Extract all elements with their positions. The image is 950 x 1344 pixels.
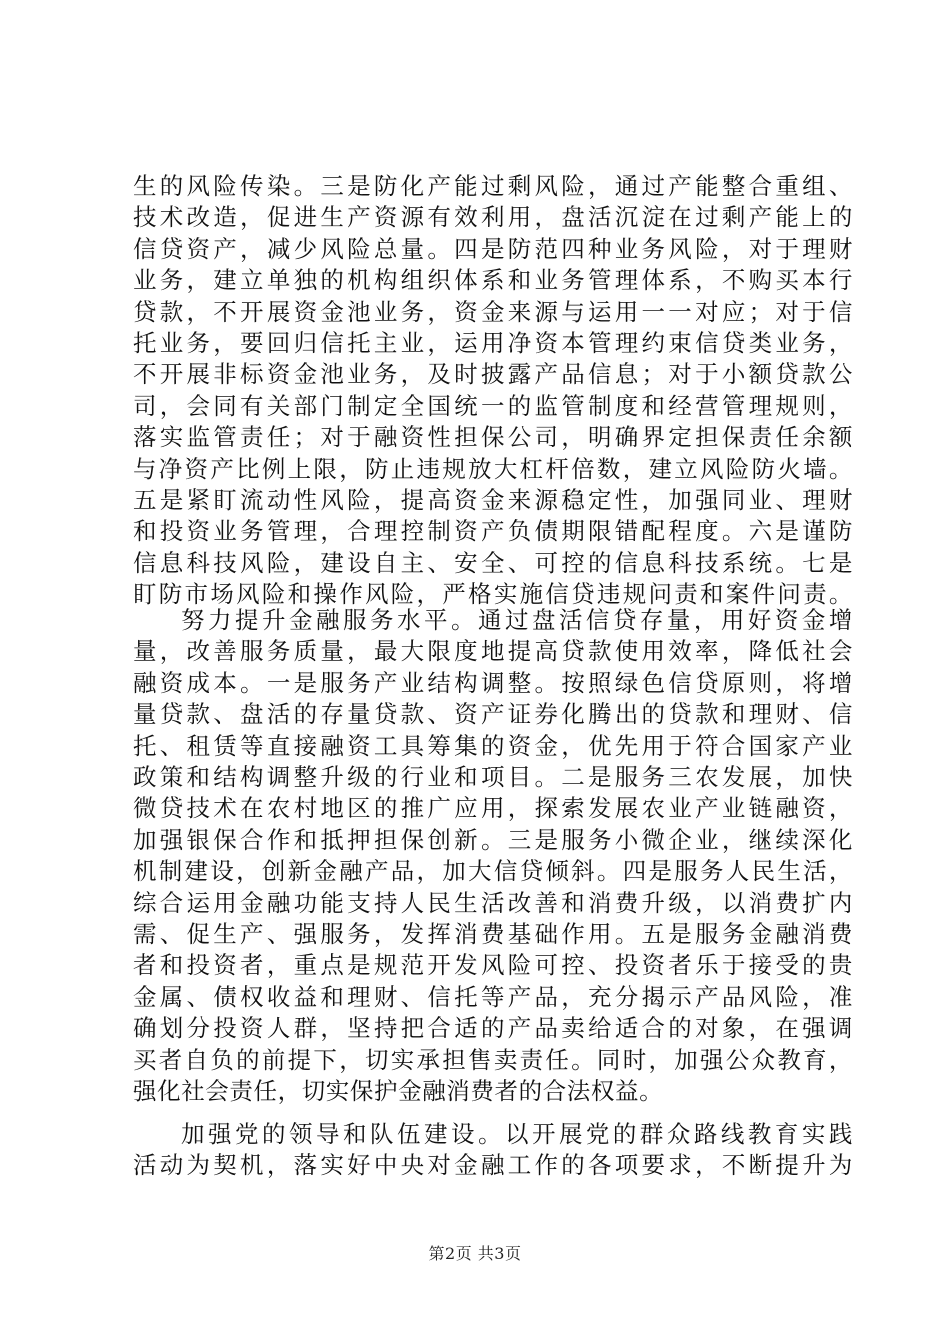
- text-line: 技术改造，促进生产资源有效利用，盘活沉淀在过剩产能上的: [133, 203, 853, 232]
- text-line: 确划分投资人群，坚持把合适的产品卖给适合的对象，在强调: [133, 1014, 853, 1043]
- text-line: 微贷技术在农村地区的推广应用，探索发展农业产业链融资，: [133, 794, 853, 823]
- text-line: 强化社会责任，切实保护金融消费者的合法权益。: [133, 1077, 664, 1106]
- page-number: 第2页 共3页: [428, 1244, 522, 1263]
- text-line: 不开展非标资金池业务，及时披露产品信息；对于小额贷款公: [133, 360, 853, 389]
- text-line: 机制建设，创新金融产品，加大信贷倾斜。四是服务人民生活，: [133, 857, 853, 886]
- text-line: 努力提升金融服务水平。通过盘活信贷存量，用好资金增: [181, 606, 853, 634]
- text-line: 综合运用金融功能支持人民生活改善和消费升级，以消费扩内: [133, 888, 853, 917]
- text-line: 落实监管责任；对于融资性担保公司，明确界定担保责任余额: [133, 423, 853, 452]
- text-line: 生的风险传染。三是防化产能过剩风险，通过产能整合重组、: [133, 172, 853, 200]
- paragraph-financial-services: [133, 605, 853, 1108]
- text-line: 信息科技风险，建设自主、安全、可控的信息科技系统。七是: [133, 548, 853, 577]
- text-line: 量贷款、盘活的存量贷款、资产证券化腾出的贷款和理财、信: [133, 700, 853, 729]
- text-line: 者和投资者，重点是规范开发风险可控、投资者乐于接受的贵: [133, 951, 853, 980]
- text-line: 量，改善服务质量，最大限度地提高贷款使用效率，降低社会: [133, 637, 853, 666]
- text-line: 金属、债权收益和理财、信托等产品，充分揭示产品风险，准: [133, 982, 853, 1011]
- text-line: 需、促生产、强服务，发挥消费基础作用。五是服务金融消费: [133, 920, 853, 949]
- paragraph-party-leadership: [133, 1119, 853, 1182]
- paragraph-risk-prevention: [133, 171, 853, 611]
- text-line: 业务，建立单独的机构组织体系和业务管理体系，不购买本行: [133, 266, 853, 295]
- text-line: 贷款，不开展资金池业务，资金来源与运用一一对应；对于信: [133, 297, 853, 326]
- text-line: 和投资业务管理，合理控制资产负债期限错配程度。六是谨防: [133, 517, 853, 546]
- text-line: 与净资产比例上限，防止违规放大杠杆倍数，建立风险防火墙。: [133, 454, 853, 483]
- text-line: 加强党的领导和队伍建设。以开展党的群众路线教育实践: [181, 1120, 853, 1148]
- text-line: 托业务，要回归信托主业，运用净资本管理约束信贷类业务，: [133, 329, 853, 358]
- page-footer: [0, 1244, 950, 1264]
- text-line: 托、租赁等直接融资工具筹集的资金，优先用于符合国家产业: [133, 731, 853, 760]
- text-line: 融资成本。一是服务产业结构调整。按照绿色信贷原则，将增: [133, 668, 853, 697]
- text-line: 盯防市场风险和操作风险，严格实施信贷违规问责和案件问责。: [133, 580, 853, 609]
- text-line: 活动为契机，落实好中央对金融工作的各项要求，不断提升为: [133, 1151, 853, 1180]
- text-line: 信贷资产，减少风险总量。四是防范四种业务风险，对于理财: [133, 234, 853, 263]
- text-line: 政策和结构调整升级的行业和项目。二是服务三农发展，加快: [133, 763, 853, 792]
- text-line: 加强银保合作和抵押担保创新。三是服务小微企业，继续深化: [133, 825, 853, 854]
- text-line: 五是紧盯流动性风险，提高资金来源稳定性，加强同业、理财: [133, 486, 853, 515]
- text-line: 买者自负的前提下，切实承担售卖责任。同时，加强公众教育，: [133, 1045, 853, 1074]
- text-line: 司，会同有关部门制定全国统一的监管制度和经营管理规则，: [133, 391, 853, 420]
